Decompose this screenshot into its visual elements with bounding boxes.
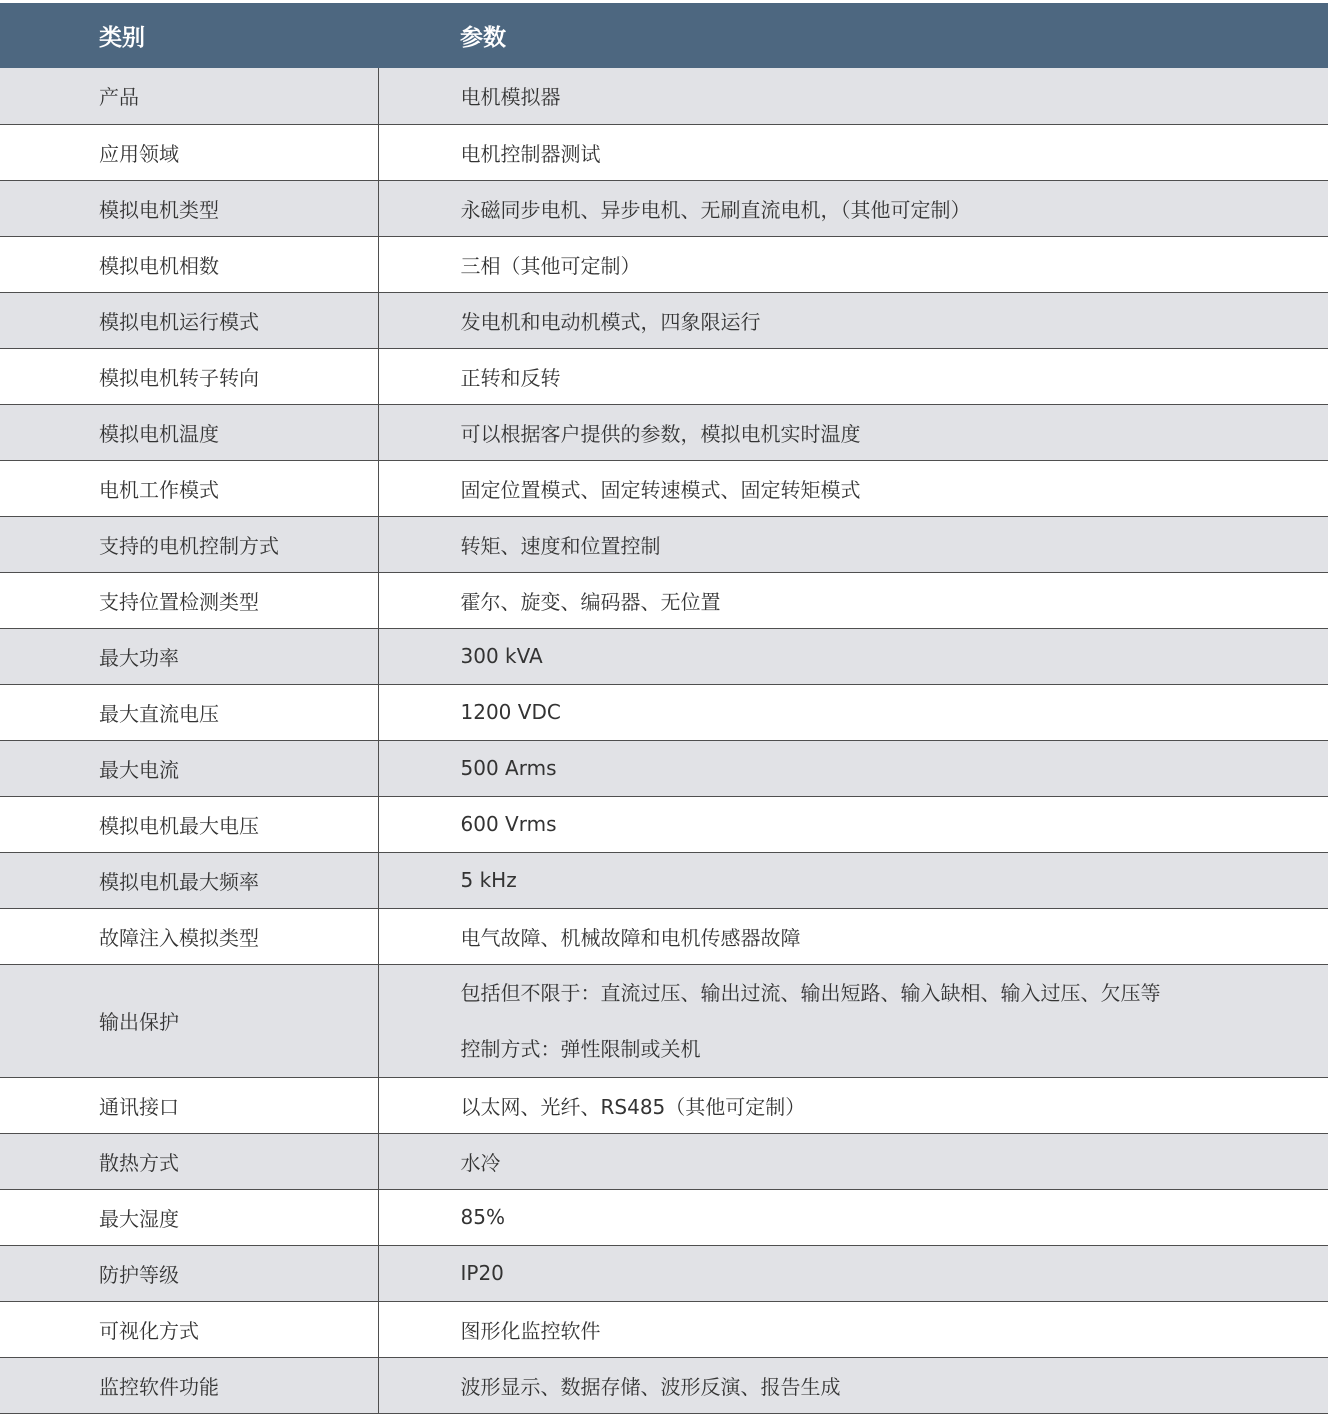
row-value: 电机模拟器	[378, 68, 1328, 124]
table-row	[0, 684, 1328, 740]
row-value: 波形显示、数据存储、波形反演、报告生成	[378, 1357, 1328, 1413]
spec-table	[0, 3, 1328, 1414]
table-row	[0, 1077, 1328, 1133]
row-value: 500 Arms	[378, 740, 1328, 796]
table-row	[0, 460, 1328, 516]
row-value: 发电机和电动机模式，四象限运行	[378, 292, 1328, 348]
row-value: IP20	[378, 1245, 1328, 1301]
table-row	[0, 908, 1328, 964]
row-category: 通讯接口	[0, 1077, 378, 1133]
row-category: 散热方式	[0, 1133, 378, 1189]
table-row	[0, 292, 1328, 348]
row-value: 霍尔、旋变、编码器、无位置	[378, 572, 1328, 628]
row-value: 85%	[378, 1189, 1328, 1245]
row-value: 固定位置模式、固定转速模式、固定转矩模式	[378, 460, 1328, 516]
row-category: 故障注入模拟类型	[0, 908, 378, 964]
row-value: 1200 VDC	[378, 684, 1328, 740]
row-value: 永磁同步电机、异步电机、无刷直流电机，（其他可定制）	[378, 180, 1328, 236]
row-value: 可以根据客户提供的参数，模拟电机实时温度	[378, 404, 1328, 460]
row-value: 正转和反转	[378, 348, 1328, 404]
row-value-line: 包括但不限于：直流过压、输出过流、输出短路、输入缺相、输入过压、欠压等	[460, 980, 1161, 1005]
row-category: 支持的电机控制方式	[0, 516, 378, 572]
header-category: 类别	[99, 25, 145, 51]
row-value: 电气故障、机械故障和电机传感器故障	[378, 908, 1328, 964]
table-row	[0, 572, 1328, 628]
row-category: 应用领域	[0, 124, 378, 180]
row-value: 转矩、速度和位置控制	[378, 516, 1328, 572]
table-row	[0, 68, 1328, 124]
table-row	[0, 628, 1328, 684]
table-body	[0, 68, 1328, 1413]
table-row	[0, 796, 1328, 852]
row-category: 模拟电机温度	[0, 404, 378, 460]
row-category: 模拟电机转子转向	[0, 348, 378, 404]
row-value-line: 控制方式：弹性限制或关机	[460, 1036, 701, 1061]
row-value: 图形化监控软件	[378, 1301, 1328, 1357]
table-row	[0, 1189, 1328, 1245]
row-category: 模拟电机运行模式	[0, 292, 378, 348]
row-category: 支持位置检测类型	[0, 572, 378, 628]
row-value: 以太网、光纤、RS485（其他可定制）	[378, 1077, 1328, 1133]
table-row	[0, 236, 1328, 292]
row-value	[378, 964, 1328, 1077]
row-value: 电机控制器测试	[378, 124, 1328, 180]
row-value: 水冷	[378, 1133, 1328, 1189]
row-value: 5 kHz	[378, 852, 1328, 908]
row-category: 最大功率	[0, 628, 378, 684]
row-category: 输出保护	[0, 964, 378, 1077]
table-row	[0, 964, 1328, 1077]
table-row	[0, 404, 1328, 460]
row-category: 产品	[0, 68, 378, 124]
row-category: 监控软件功能	[0, 1357, 378, 1413]
table-header	[0, 3, 1328, 68]
table-row	[0, 516, 1328, 572]
table-row	[0, 852, 1328, 908]
table-row	[0, 124, 1328, 180]
header-row	[0, 3, 1328, 68]
table-row	[0, 1301, 1328, 1357]
table-row	[0, 180, 1328, 236]
table-row	[0, 1133, 1328, 1189]
header-parameter: 参数	[460, 25, 506, 51]
row-value: 600 Vrms	[378, 796, 1328, 852]
table-row	[0, 1357, 1328, 1413]
table-row	[0, 740, 1328, 796]
row-category: 可视化方式	[0, 1301, 378, 1357]
row-category: 最大湿度	[0, 1189, 378, 1245]
table-row	[0, 348, 1328, 404]
row-category: 模拟电机最大频率	[0, 852, 378, 908]
row-category: 电机工作模式	[0, 460, 378, 516]
row-category: 最大电流	[0, 740, 378, 796]
row-category: 最大直流电压	[0, 684, 378, 740]
row-category: 模拟电机最大电压	[0, 796, 378, 852]
row-category: 模拟电机类型	[0, 180, 378, 236]
row-value: 300 kVA	[378, 628, 1328, 684]
row-category: 防护等级	[0, 1245, 378, 1301]
row-value: 三相（其他可定制）	[378, 236, 1328, 292]
row-category: 模拟电机相数	[0, 236, 378, 292]
table-row	[0, 1245, 1328, 1301]
